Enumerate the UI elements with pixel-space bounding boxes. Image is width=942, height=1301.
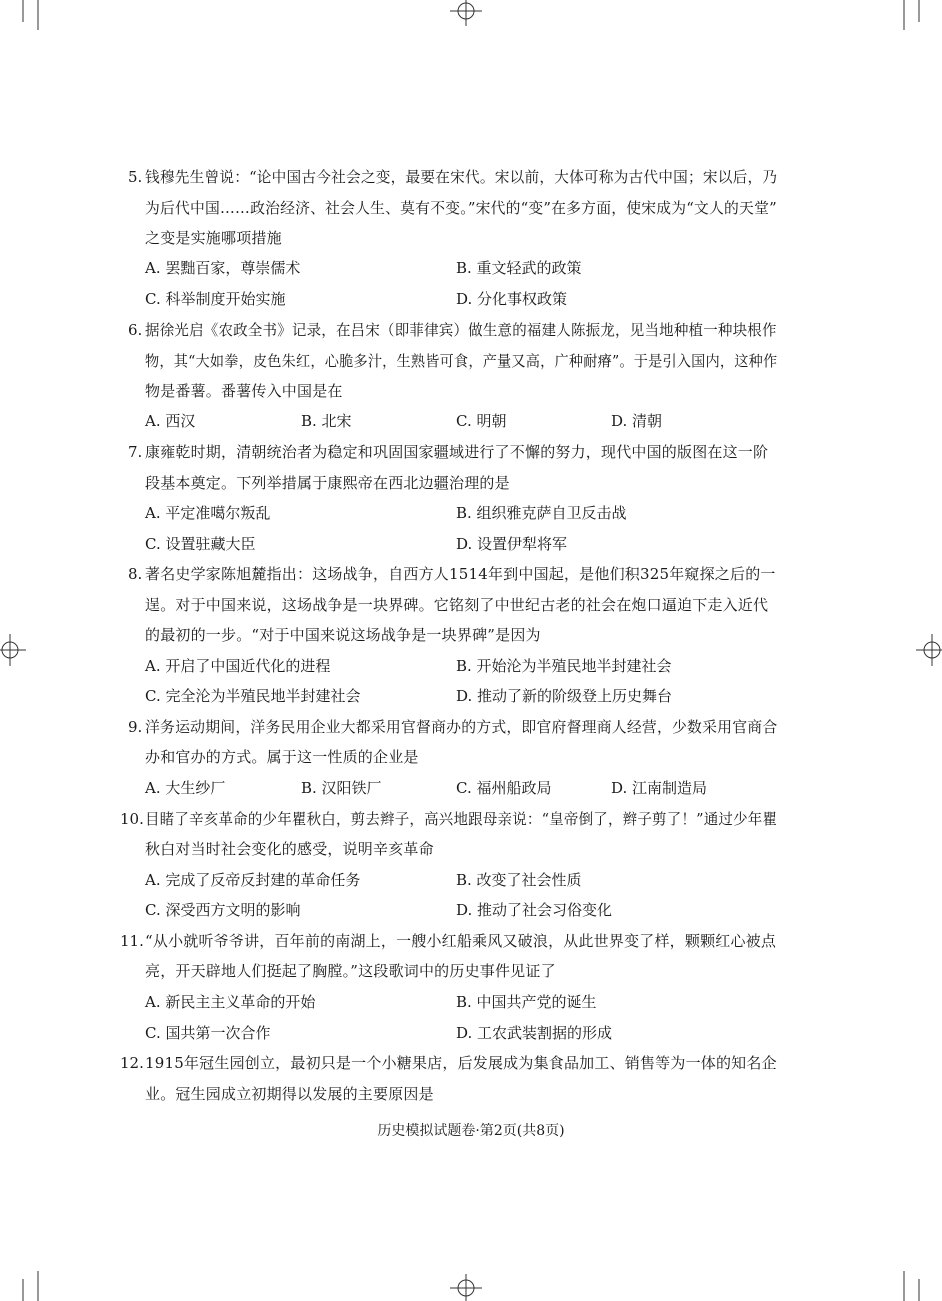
option-a: A. 西汉 (145, 412, 196, 430)
option-b: B. 北宋 (301, 412, 352, 430)
question-text-line: 段基本奠定。下列举措属于康熙帝在西北边疆治理的是 (145, 474, 510, 492)
option-a: A. 开启了中国近代化的进程 (145, 657, 331, 675)
option-d: D. 设置伊犁将军 (456, 535, 568, 553)
question-text-line: 业。冠生园成立初期得以发展的主要原因是 (145, 1085, 434, 1103)
option-d: D. 工农武装割据的形成 (456, 1024, 613, 1042)
option-b: B. 改变了社会性质 (456, 871, 582, 889)
option-c: C. 福州船政局 (456, 779, 552, 797)
question-text-line: 物是番薯。番薯传入中国是在 (145, 382, 343, 400)
option-c: C. 科举制度开始实施 (145, 290, 286, 308)
option-a: A. 罢黜百家，尊崇儒术 (145, 259, 301, 277)
question-text-line: 为后代中国……政治经济、社会人生、莫有不变。”宋代的“变”在多方面，使宋成为“文人的天堂” (145, 199, 777, 217)
option-c: C. 设置驻藏大臣 (145, 535, 256, 553)
question-text-line: 康雍乾时期，清朝统治者为稳定和巩固国家疆域进行了不懈的努力，现代中国的版图在这一阶 (145, 443, 769, 461)
question-number: 9. (128, 718, 143, 736)
question-text-line: 逞。对于中国来说，这场战争是一块界碑。它铭刻了中世纪古老的社会在炮口逼迫下走入近代 (145, 596, 769, 614)
option-c: C. 深受西方文明的影响 (145, 901, 301, 919)
question-text-line: 之变是实施哪项措施 (145, 229, 282, 247)
question-text-line: 著名史学家陈旭麓指出：这场战争，自西方人1514年到中国起，是他们积325年窥探之后的一 (145, 565, 776, 583)
option-c: C. 明朝 (456, 412, 507, 430)
option-d: D. 清朝 (611, 412, 663, 430)
option-b: B. 重文轻武的政策 (456, 259, 582, 277)
option-d: D. 推动了新的阶级登上历史舞台 (456, 687, 673, 705)
question-number: 7. (128, 443, 143, 461)
question-text-line: 洋务运动期间，洋务民用企业大都采用官督商办的方式，即官府督理商人经营，少数采用官商合 (145, 718, 778, 736)
question-number: 8. (128, 565, 143, 583)
question-text-line: 目睹了辛亥革命的少年瞿秋白，剪去辫子，高兴地跟母亲说：“皇帝倒了，辫子剪了！”通过少年瞿 (145, 810, 778, 828)
question-text-line: 秋白对当时社会变化的感受，说明辛亥革命 (145, 840, 434, 858)
question-number: 11. (120, 932, 144, 950)
question-text-line: 据徐光启《农政全书》记录，在吕宋（即菲律宾）做生意的福建人陈振龙，见当地种植一种块根作 (145, 321, 777, 339)
question-number: 6. (128, 321, 143, 339)
option-b: B. 开始沦为半殖民地半封建社会 (456, 657, 672, 675)
question-text-line: 亮，开天辟地人们挺起了胸膛。”这段歌词中的历史事件见证了 (145, 962, 556, 980)
question-text-line: 的最初的一步。“对于中国来说这场战争是一块界碑”是因为 (145, 626, 541, 644)
option-b: B. 中国共产党的诞生 (456, 993, 597, 1011)
question-text-line: 钱穆先生曾说：“论中国古今社会之变，最要在宋代。宋以前，大体可称为古代中国；宋以后，乃 (145, 168, 778, 186)
question-number: 10. (120, 810, 144, 828)
option-c: C. 国共第一次合作 (145, 1024, 271, 1042)
question-text-line: “从小就听爷爷讲，百年前的南湖上，一艘小红船乘风又破浪，从此世界变了样，颗颗红心被点 (145, 932, 777, 950)
option-d: D. 江南制造局 (611, 779, 708, 797)
question-number: 5. (128, 168, 143, 186)
page-footer: 历史模拟试题卷·第2页(共8页) (377, 1123, 565, 1139)
question-text-line: 1915年冠生园创立，最初只是一个小糖果店，后发展成为集食品加工、销售等为一体的知名企 (145, 1054, 777, 1072)
option-b: B. 组织雅克萨自卫反击战 (456, 504, 627, 522)
option-d: D. 分化事权政策 (456, 290, 568, 308)
option-a: A. 大生纱厂 (145, 779, 226, 797)
option-a: A. 完成了反帝反封建的革命任务 (145, 871, 361, 889)
question-text-line: 办和官办的方式。属于这一性质的企业是 (145, 748, 419, 766)
option-c: C. 完全沦为半殖民地半封建社会 (145, 687, 361, 705)
question-number: 12. (120, 1054, 144, 1072)
option-b: B. 汉阳铁厂 (301, 779, 382, 797)
option-a: A. 新民主主义革命的开始 (145, 993, 316, 1011)
option-d: D. 推动了社会习俗变化 (456, 901, 613, 919)
question-text-line: 物，其“大如拳，皮色朱红，心脆多汁，生熟皆可食，产量又高，广种耐瘠”。于是引入国内，这种作 (145, 352, 778, 370)
option-a: A. 平定准噶尔叛乱 (145, 504, 271, 522)
